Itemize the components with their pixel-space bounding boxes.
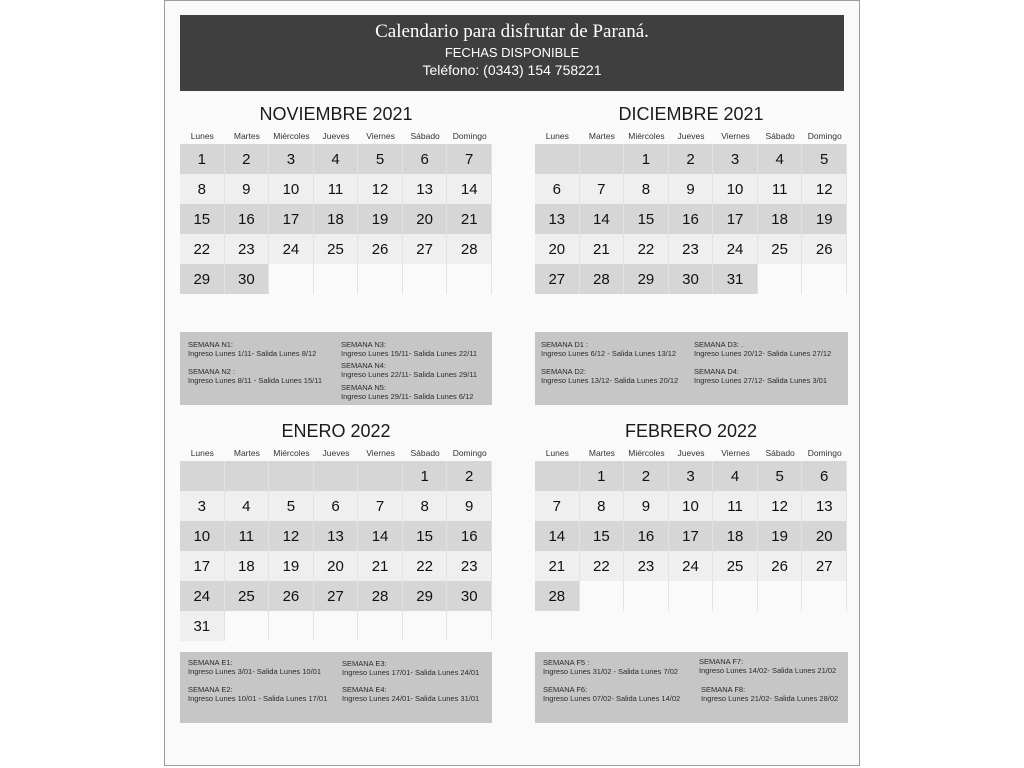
- calendar-day: 17: [713, 204, 758, 234]
- calendar-day: 9: [447, 491, 492, 521]
- calendar-empty-cell: [314, 461, 359, 491]
- calendar-day: 28: [580, 264, 625, 294]
- calendar-day: 17: [669, 521, 714, 551]
- week-note-title: SEMANA F5 :: [543, 658, 590, 667]
- weekday-label: Viernes: [721, 448, 750, 458]
- week-note-title: SEMANA N1:: [188, 340, 234, 349]
- week-note-title: SEMANA E1:: [188, 658, 233, 667]
- week-note: [694, 367, 827, 385]
- week-note: [699, 657, 836, 675]
- weekday-header: [180, 128, 492, 144]
- calendar-day: 12: [802, 174, 847, 204]
- month-noviembre-2021: [180, 100, 492, 294]
- week-note: [341, 383, 473, 401]
- calendar-day: 4: [314, 144, 359, 174]
- calendar-day: 20: [802, 521, 847, 551]
- month-title: NOVIEMBRE 2021: [259, 104, 413, 124]
- weekday-label: Viernes: [721, 131, 750, 141]
- page-subtitle: FECHAS DISPONIBLE: [444, 45, 580, 60]
- calendar-day: 19: [269, 551, 314, 581]
- calendar-empty-cell: [358, 461, 403, 491]
- calendar-day: 20: [403, 204, 448, 234]
- calendar-day: 10: [669, 491, 714, 521]
- calendar-day: 9: [624, 491, 669, 521]
- calendar-day: 10: [269, 174, 314, 204]
- calendar-day: 7: [447, 144, 492, 174]
- week-note-title: SEMANA D4:: [694, 367, 740, 376]
- weekday-header: [535, 128, 847, 144]
- week-note-text: Ingreso Lunes 6/12 - Salida Lunes 13/12: [541, 349, 677, 358]
- weekday-label: Miércoles: [628, 448, 665, 458]
- calendar-day: 16: [669, 204, 714, 234]
- calendar-day: 7: [580, 174, 625, 204]
- calendar-empty-cell: [269, 461, 314, 491]
- calendar-day: 27: [314, 581, 359, 611]
- calendar-empty-cell: [758, 581, 803, 611]
- calendar-empty-cell: [713, 581, 758, 611]
- calendar-day: 9: [669, 174, 714, 204]
- weekday-label: Sábado: [410, 131, 440, 141]
- calendar-day: 24: [180, 581, 225, 611]
- calendar-day: 27: [802, 551, 847, 581]
- calendar-empty-cell: [580, 581, 625, 611]
- weekday-label: Miércoles: [628, 131, 665, 141]
- calendar-day: 1: [624, 144, 669, 174]
- week-note-text: Ingreso Lunes 8/11 - Salida Lunes 15/11: [188, 376, 322, 385]
- calendar-day: 25: [314, 234, 359, 264]
- calendar-day: 17: [269, 204, 314, 234]
- weekday-label: Domingo: [807, 131, 842, 141]
- week-note-text: Ingreso Lunes 07/02- Salida Lunes 14/02: [543, 694, 681, 703]
- day-grid: [535, 461, 847, 611]
- calendar-day: 28: [358, 581, 403, 611]
- week-note-text: Ingreso Lunes 13/12- Salida Lunes 20/12: [541, 376, 679, 385]
- calendar-day: 21: [447, 204, 492, 234]
- calendar-day: 8: [403, 491, 448, 521]
- weekday-label: Viernes: [366, 448, 395, 458]
- week-note-title: SEMANA F7:: [699, 657, 744, 666]
- calendar-day: 9: [225, 174, 270, 204]
- weekday-label: Jueves: [677, 131, 705, 141]
- weekday-label: Miércoles: [273, 448, 310, 458]
- month-title: DICIEMBRE 2021: [618, 104, 764, 124]
- calendar-day: 23: [624, 551, 669, 581]
- calendar-day: 31: [713, 264, 758, 294]
- weekday-label: Domingo: [807, 448, 842, 458]
- calendar-day: 23: [225, 234, 270, 264]
- calendar-day: 22: [403, 551, 448, 581]
- calendar-day: 28: [535, 581, 580, 611]
- week-note-title: SEMANA N3:: [341, 340, 387, 349]
- calendar-day: 1: [403, 461, 448, 491]
- calendar-day: 13: [314, 521, 359, 551]
- calendar-day: 26: [802, 234, 847, 264]
- week-note-text: Ingreso Lunes 21/02- Salida Lunes 28/02: [701, 694, 839, 703]
- calendar-day: 3: [713, 144, 758, 174]
- calendar-empty-cell: [447, 264, 492, 294]
- calendar-empty-cell: [225, 611, 270, 641]
- calendar-day: 26: [269, 581, 314, 611]
- week-note-title: SEMANA D2:: [541, 367, 587, 376]
- day-grid: [180, 144, 492, 294]
- calendar-day: 4: [713, 461, 758, 491]
- calendar-empty-cell: [358, 264, 403, 294]
- calendar-day: 7: [358, 491, 403, 521]
- calendar-day: 28: [447, 234, 492, 264]
- calendar-day: 30: [447, 581, 492, 611]
- week-note-title: SEMANA F8:: [701, 685, 746, 694]
- weekday-label: Viernes: [366, 131, 395, 141]
- calendar-day: 29: [403, 581, 448, 611]
- weekday-label: Domingo: [452, 448, 487, 458]
- calendar-day: 2: [624, 461, 669, 491]
- calendar-empty-cell: [358, 611, 403, 641]
- week-note-title: SEMANA N5:: [341, 383, 387, 392]
- calendar-day: 18: [314, 204, 359, 234]
- calendar-empty-cell: [802, 581, 847, 611]
- calendar-day: 24: [713, 234, 758, 264]
- calendar-empty-cell: [180, 461, 225, 491]
- weekday-label: Domingo: [452, 131, 487, 141]
- month-febrero-2022: [535, 417, 847, 611]
- calendar-day: 3: [269, 144, 314, 174]
- weekday-label: Lunes: [190, 448, 214, 458]
- calendar-day: 6: [802, 461, 847, 491]
- week-note: [694, 340, 831, 358]
- calendar-day: 22: [580, 551, 625, 581]
- week-note-title: SEMANA D1 :: [541, 340, 589, 349]
- calendar-day: 21: [358, 551, 403, 581]
- calendar-day: 31: [180, 611, 225, 641]
- calendar-day: 18: [225, 551, 270, 581]
- calendar-day: 20: [535, 234, 580, 264]
- calendar-day: 5: [802, 144, 847, 174]
- header-banner: [180, 15, 844, 91]
- weekday-label: Lunes: [545, 131, 569, 141]
- week-note-text: Ingreso Lunes 20/12- Salida Lunes 27/12: [694, 349, 832, 358]
- calendar-day: 14: [358, 521, 403, 551]
- week-note: [341, 340, 477, 358]
- week-note: [188, 685, 327, 703]
- week-note: [188, 367, 322, 385]
- week-note-text: Ingreso Lunes 1/11- Salida Lunes 8/12: [188, 349, 317, 358]
- week-note: [541, 367, 678, 385]
- calendar-empty-cell: [225, 461, 270, 491]
- calendar-empty-cell: [535, 461, 580, 491]
- calendar-empty-cell: [403, 264, 448, 294]
- calendar-empty-cell: [269, 264, 314, 294]
- calendar-day: 1: [580, 461, 625, 491]
- week-note-text: Ingreso Lunes 17/01- Salida Lunes 24/01: [342, 668, 480, 677]
- week-note-text: Ingreso Lunes 15/11- Salida Lunes 22/11: [341, 349, 478, 358]
- calendar-empty-cell: [624, 581, 669, 611]
- week-note: [341, 361, 477, 379]
- week-note-text: Ingreso Lunes 24/01- Salida Lunes 31/01: [342, 694, 480, 703]
- weekday-label: Martes: [588, 448, 615, 458]
- calendar-day: 29: [624, 264, 669, 294]
- notes-febrero: [535, 652, 848, 723]
- calendar-empty-cell: [403, 611, 448, 641]
- calendar-day: 18: [758, 204, 803, 234]
- week-note: [188, 340, 316, 358]
- week-note: [188, 658, 321, 676]
- calendar-day: 21: [580, 234, 625, 264]
- week-note-title: SEMANA E4:: [342, 685, 387, 694]
- calendar-day: 19: [758, 521, 803, 551]
- calendar-day: 19: [358, 204, 403, 234]
- calendar-day: 2: [669, 144, 714, 174]
- calendar-empty-cell: [314, 611, 359, 641]
- week-note-text: Ingreso Lunes 29/11- Salida Lunes 6/12: [341, 392, 474, 401]
- calendar-day: 14: [580, 204, 625, 234]
- calendar-day: 27: [403, 234, 448, 264]
- weekday-label: Sábado: [765, 131, 795, 141]
- calendar-day: 11: [713, 491, 758, 521]
- calendar-day: 15: [180, 204, 225, 234]
- calendar-day: 17: [180, 551, 225, 581]
- calendar-day: 22: [624, 234, 669, 264]
- calendar-day: 13: [535, 204, 580, 234]
- calendar-day: 6: [314, 491, 359, 521]
- calendar-day: 16: [447, 521, 492, 551]
- week-note: [342, 685, 479, 703]
- calendar-day: 29: [180, 264, 225, 294]
- weekday-label: Sábado: [410, 448, 440, 458]
- calendar-empty-cell: [580, 144, 625, 174]
- calendar-day: 3: [180, 491, 225, 521]
- calendar-day: 20: [314, 551, 359, 581]
- weekday-header: [180, 445, 492, 461]
- calendar-day: 11: [758, 174, 803, 204]
- calendar-day: 27: [535, 264, 580, 294]
- calendar-day: 16: [624, 521, 669, 551]
- week-note-title: SEMANA E2:: [188, 685, 233, 694]
- week-note: [543, 685, 680, 703]
- notes-noviembre: [180, 332, 492, 405]
- notes-enero: [180, 652, 492, 723]
- week-note: [543, 658, 678, 676]
- calendar-day: 15: [403, 521, 448, 551]
- day-grid: [535, 144, 847, 294]
- calendar-day: 16: [225, 204, 270, 234]
- phone-number: Teléfono: (0343) 154 758221: [422, 62, 602, 78]
- calendar-empty-cell: [669, 581, 714, 611]
- calendar-day: 12: [269, 521, 314, 551]
- month-title: FEBRERO 2022: [624, 421, 758, 441]
- calendar-day: 25: [713, 551, 758, 581]
- weekday-label: Lunes: [190, 131, 214, 141]
- month-title: ENERO 2022: [281, 421, 391, 441]
- weekday-label: Jueves: [322, 131, 350, 141]
- weekday-label: Martes: [233, 448, 260, 458]
- calendar-day: 26: [758, 551, 803, 581]
- week-note-text: Ingreso Lunes 22/11- Salida Lunes 29/11: [341, 370, 478, 379]
- weekday-label: Sábado: [765, 448, 795, 458]
- calendar-day: 21: [535, 551, 580, 581]
- weekday-label: Lunes: [545, 448, 569, 458]
- calendar-day: 30: [225, 264, 270, 294]
- weekday-label: Jueves: [322, 448, 350, 458]
- calendar-day: 11: [314, 174, 359, 204]
- calendar-day: 1: [180, 144, 225, 174]
- calendar-day: 25: [758, 234, 803, 264]
- week-note-title: SEMANA E3:: [342, 659, 387, 668]
- calendar-day: 13: [403, 174, 448, 204]
- calendar-day: 12: [358, 174, 403, 204]
- calendar-day: 30: [669, 264, 714, 294]
- calendar-empty-cell: [758, 264, 803, 294]
- calendar-day: 6: [403, 144, 448, 174]
- calendar-empty-cell: [447, 611, 492, 641]
- weekday-label: Martes: [588, 131, 615, 141]
- weekday-label: Miércoles: [273, 131, 310, 141]
- week-note-text: Ingreso Lunes 27/12- Salida Lunes 3/01: [694, 376, 828, 385]
- page-title: Calendario para disfrutar de Paraná.: [375, 21, 649, 42]
- calendar-day: 22: [180, 234, 225, 264]
- calendar-day: 15: [580, 521, 625, 551]
- calendar-day: 10: [180, 521, 225, 551]
- calendar-day: 23: [447, 551, 492, 581]
- weekday-label: Jueves: [677, 448, 705, 458]
- calendar-day: 26: [358, 234, 403, 264]
- week-note-title: SEMANA F6:: [543, 685, 588, 694]
- weekday-header: [535, 445, 847, 461]
- month-enero-2022: [180, 417, 492, 641]
- week-note-text: Ingreso Lunes 14/02- Salida Lunes 21/02: [699, 666, 837, 675]
- calendar-day: 12: [758, 491, 803, 521]
- week-note-text: Ingreso Lunes 3/01- Salida Lunes 10/01: [188, 667, 322, 676]
- calendar-day: 24: [269, 234, 314, 264]
- weekday-label: Martes: [233, 131, 260, 141]
- calendar-day: 5: [269, 491, 314, 521]
- calendar-day: 13: [802, 491, 847, 521]
- calendar-day: 8: [624, 174, 669, 204]
- calendar-day: 6: [535, 174, 580, 204]
- calendar-day: 2: [225, 144, 270, 174]
- calendar-day: 7: [535, 491, 580, 521]
- calendar-day: 15: [624, 204, 669, 234]
- calendar-day: 23: [669, 234, 714, 264]
- week-note-text: Ingreso Lunes 10/01 - Salida Lunes 17/01: [188, 694, 328, 703]
- calendar-day: 5: [358, 144, 403, 174]
- calendar-day: 11: [225, 521, 270, 551]
- calendar-day: 19: [802, 204, 847, 234]
- calendar-day: 5: [758, 461, 803, 491]
- calendar-day: 18: [713, 521, 758, 551]
- calendar-day: 24: [669, 551, 714, 581]
- calendar-day: 2: [447, 461, 492, 491]
- calendar-empty-cell: [535, 144, 580, 174]
- week-note: [342, 659, 479, 677]
- notes-diciembre: [535, 332, 848, 405]
- week-note-text: Ingreso Lunes 31/02 - Salida Lunes 7/02: [543, 667, 679, 676]
- calendar-day: 3: [669, 461, 714, 491]
- week-note-title: SEMANA D3: .: [694, 340, 744, 349]
- calendar-day: 10: [713, 174, 758, 204]
- calendar-day: 8: [580, 491, 625, 521]
- calendar-day: 8: [180, 174, 225, 204]
- calendar-day: 4: [225, 491, 270, 521]
- calendar-day: 4: [758, 144, 803, 174]
- week-note-title: SEMANA N4:: [341, 361, 387, 370]
- calendar-empty-cell: [269, 611, 314, 641]
- calendar-empty-cell: [802, 264, 847, 294]
- month-diciembre-2021: [535, 100, 847, 294]
- calendar-empty-cell: [314, 264, 359, 294]
- day-grid: [180, 461, 492, 641]
- calendar-day: 25: [225, 581, 270, 611]
- week-note-title: SEMANA N2 :: [188, 367, 236, 376]
- week-note: [541, 340, 676, 358]
- calendar-day: 14: [447, 174, 492, 204]
- calendar-day: 14: [535, 521, 580, 551]
- week-note: [701, 685, 838, 703]
